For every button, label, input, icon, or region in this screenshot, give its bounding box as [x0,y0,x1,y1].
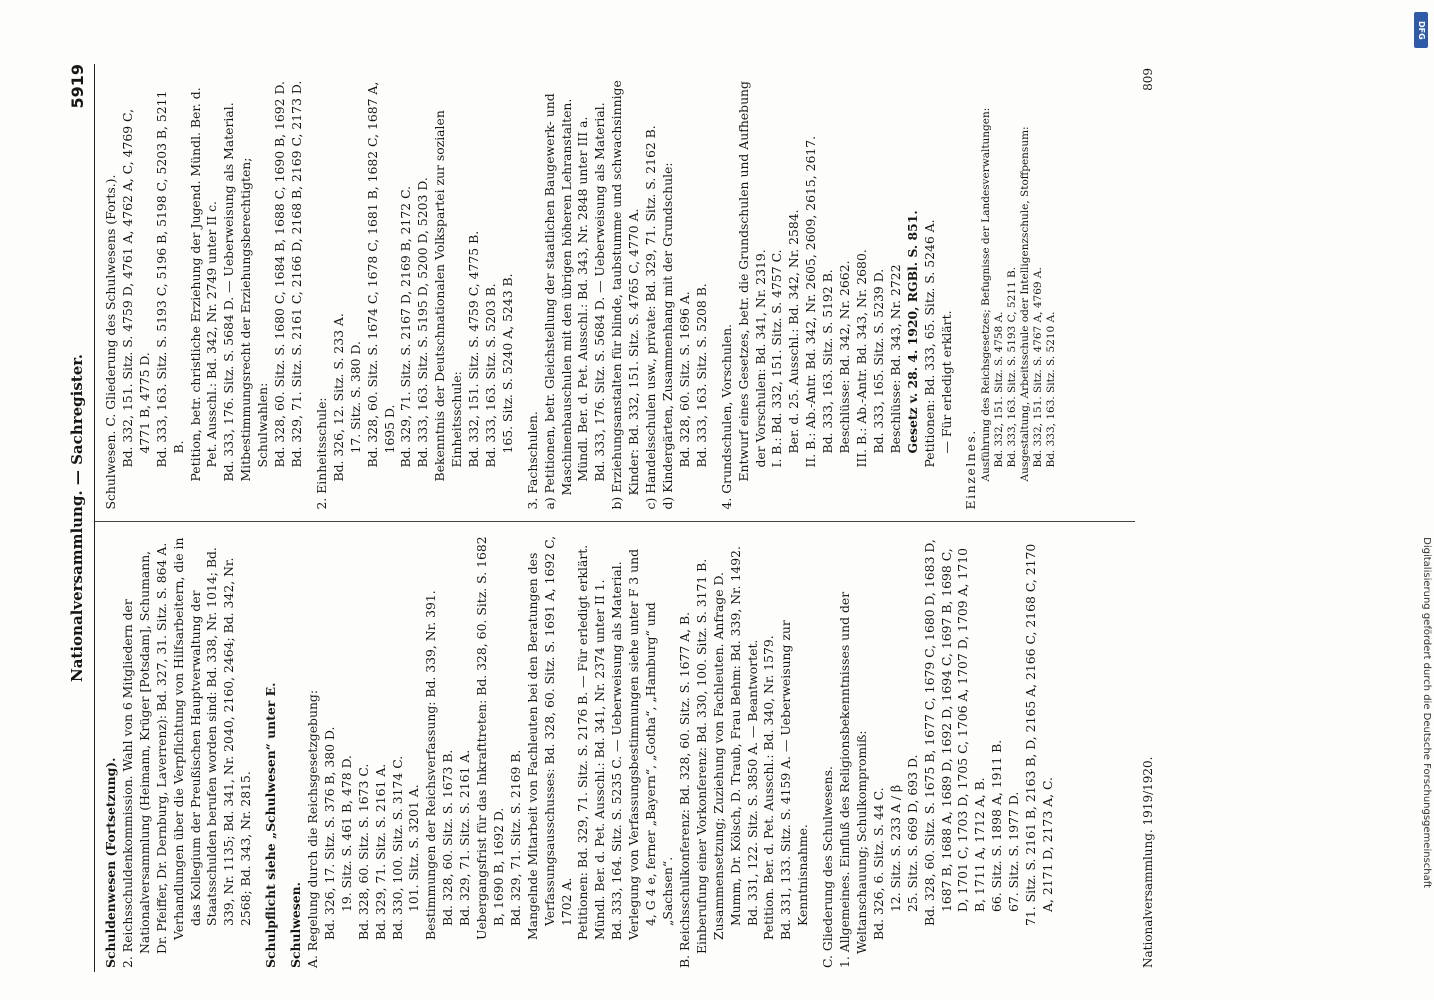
register-line: Ausgestaltung, Arbeitsschule oder Intelligenzschule, Stoffpensum: [1019,126,1032,482]
register-line: Bd. 328, 60. Sitz. S. 1680 C, 1684 B, 1688 C, 1690 B, 1692 D. [272,81,288,468]
footer-code: 809 [1141,68,1155,91]
register-line: Bd. 333, 163. Sitz. S. 5193 C, 5196 B, 5198 C, 5203 B, 5211 B. [153,90,186,468]
register-line: Bd. 333, 164. Sitz. S. 5235 C. — Ueberweisung als Material. [609,561,625,940]
register-line: Bd. 333, 163. Sitz. S. 5193 C, 5211 B. [1006,266,1019,468]
register-line: 2. Einheitsschule: [313,397,329,510]
register-line: Mündl. Ber. d. Pet. Ausschl.: Bd. 343, Nr. 2848 unter III a. [575,116,591,482]
footer-signature: Nationalversammlung. 1919/1920. [1141,756,1155,968]
register-line: 3. Fachschulen. [524,411,540,510]
register-line: Bd. 328, 60. Sitz. S. 1674 C, 1678 C, 1681 B, 1682 C, 1687 A, 1695 D. [364,81,397,468]
register-line: Einzelnes. [963,429,979,510]
register-line: Bd. 333, 165. Sitz. S. 5239 D. [870,268,886,454]
register-line: Bd. 332, 151. Sitz. S. 4758 A. [993,311,1006,468]
register-line: Bd. 333, 163. Sitz. S. 5208 B. [693,283,709,468]
register-line: Bd. 333, 176. Sitz. S. 5684 D. — Ueberweisung als Material. [592,102,608,482]
spacer [812,535,820,969]
register-line: Ausführung des Reichsgesetzes; Befugnisse der Landesverwaltungen: [980,107,993,482]
register-line: Mündl. Ber. d. Pet. Ausschl.: Bd. 341, Nr. 2374 unter II 1. [592,579,608,940]
dfg-logo: DFG [1414,12,1428,48]
register-line: 2. Reichsschuldenkommission. Wahl von 6 Mitgliedern der Nationalversammlung (Heimann, Krüger [Potsdam], Schumann, Dr. Pfeiffer, Dr. Dernburg, Laverrenz): Bd. 327, 31. Sitz. S. 864 A. [119,542,169,968]
page-title: Nationalversammlung. — Sachregister. [68,354,86,683]
register-line: Petitionen: Bd. 333, 65. Sitz. S. 5246 A. [921,219,937,468]
register-line: Bd. 332, 151. Sitz. S. 4759 C, 4775 B. [466,230,482,468]
right-column [95,64,1135,523]
register-line: A. Regelung durch die Reichsgesetzgebung: [304,689,320,968]
register-line: Petition, betr. christliche Erziehung der Jugend. Mündl. Ber. d. Pet. Ausschl.: Bd. 342, Nr. 2749 unter II c. [187,87,220,482]
register-line: Bd. 329, 71. Sitz. S. 2167 D, 2169 B, 2172 C. [398,185,414,468]
spacer [711,76,719,510]
spacer [280,535,288,969]
register-line: Mangelnde Mitarbeit von Fachleuten bei den Beratungen des Verfassungsausschusses: Bd. 328, 60. Sitz. S. 1691 A, 1692 C, 1702 A. [524,535,574,940]
register-line: Mitbestimmungsrecht der Erziehungsberechtigten; Schulwahlen: [238,157,271,482]
register-line: Schulwesen. [288,882,304,968]
digitization-note [1410,8,1432,988]
register-line: Verhandlungen über die Verpflichtung von Hilfsarbeitern, die in das Kollegium der Preußischen Hauptverwaltung der Staatsschulden berufen worden sind: Bd. 338, Nr. 1014; Bd. 339, Nr. 1135; Bd. 341, Nr. 2040, 2160, 2464; Bd. 342, Nr. 2568; Bd. 343, Nr. 2815. [170,537,254,940]
register-line: Uebergangsfrist für das Inkrafttreten: Bd. 328, 60. Sitz. S. 1682 B, 1690 B, 1692 D. [474,536,506,940]
register-line: Petitionen: Bd. 329, 71. Sitz. S. 2176 B. — Für erledigt erklärt. [575,544,591,940]
register-line: a) Petitionen, betr. Gleichstellung der staatlichen Baugewerk- und Maschinenbauschulen mit den übrigen höheren Lehranstalten. [541,93,574,510]
register-line: 4. Grundschulen, Vorschulen. [718,323,734,510]
register-line: Schuldenwesen (Fortsetzung). [103,757,118,968]
register-line: Bd. 326, 17. Sitz. S. 376 B, 380 D. [321,726,337,940]
register-line: 66. Sitz. S. 1898 A, 1911 B. [989,739,1005,912]
register-line: Bd. 332, 151. Sitz. S. 4767 A, 4769 A. [1032,267,1045,468]
digitization-credit: Digitalisierung gefördert durch die Deutsche Forschungsgemeinschaft [1421,537,1432,888]
register-line: 71. Sitz. S. 2161 B, 2163 B, D, 2165 A, 2166 C, 2168 C, 2170 A, 2171 D, 2173 A, C. [1023,543,1055,926]
register-line: Bd. 329, 71. Sitz. S. 2169 B. [507,749,523,926]
rotated-register-page [60,48,1400,988]
spacer [517,76,525,510]
register-line: II. B.: Ab.-Antr. Bd. 342, Nr. 2605, 2609, 2615, 2617. [803,135,819,468]
text-columns [95,64,1135,972]
register-line: Bestimmungen der Reichsverfassung: Bd. 339, Nr. 391. [423,590,439,940]
register-line: Bd. 328, 60. Sitz. S. 1673 C. [355,763,371,940]
register-line: Schulpflicht siehe „Schulwesen“ unter E. [263,682,279,968]
register-line: Bd. 329, 71. Sitz. S. 2161 A. [372,763,388,940]
register-line: 12. Sitz. S. 233 A / β [887,784,903,912]
register-line: Bd. 326, 6. Sitz. S. 44 C. [870,787,886,940]
register-line: 165. Sitz. S. 5240 A, 5243 B. [499,273,515,454]
register-line: Verlegung von Verfassungsbestimmungen siehe unter F 3 und 4, G 4 e, ferner „Bayern“, „Gotha“, „Hamburg“ und „Sachsen“. [626,548,675,940]
register-line: — Für erledigt erklärt. [938,310,954,454]
spacer [255,535,263,969]
register-line: b) Erziehungsanstalten für blinde, taubstumme und schwachsinnige Kinder: Bd. 332, 151. Sitz. S. 4765 C, 4770 A. [609,80,642,510]
register-line: 101. Sitz. S. 3201 A. [406,784,422,912]
register-line: I. B.: Bd. 332, 151. Sitz. S. 4757 C. [769,249,785,468]
register-line: III. B.: Ab.-Antr. Bd. 343, Nr. 2680. [853,249,869,468]
register-line: Bd. 331, 133. Sitz. S. 4159 A. — Ueberweisung zur Kenntnisnahme. [778,620,811,940]
register-line: Schulwesen. C. Gliederung des Schulwesens (Forts.). [103,174,118,510]
page-number: 5919 [68,64,87,109]
register-line: Bd. 328, 60. Sitz. S. 1675 B, 1677 C, 1679 C, 1680 D, 1683 D, 1687 B, 1688 A, 1689 D, 1692 D, 1694 C, 1697 B, 1698 C, D, 1701 C, 1703 D, 1705 C, 1706 A, 1707 D, 1709 A, 1710 B, 1711 A, 1712 A, B. [921,539,988,926]
register-line: Bd. 333, 163. Sitz. S. 5195 D, 5200 D, 5203 D. [415,177,431,468]
register-line: 67. Sitz. S. 1977 D. [1006,791,1022,912]
register-line: Petition. Ber. d. Pet. Ausschl.: Bd. 340, Nr. 1579. [761,635,777,940]
register-line: Bd. 333, 163. Sitz. S. 5203 B. [482,283,498,468]
register-line: 17. Sitz. S. 380 D. [347,341,363,454]
register-line: Bd. 328, 60. Sitz. S. 1673 B. [440,749,456,926]
register-line: Zusammensetzung; Zuziehung von Fachleuten. Anfrage D. Mumm, Dr. Kölsch, D. Traub, Frau Behm: Bd. 339, Nr. 1492. [710,546,743,940]
register-line: 25. Sitz. S. 669 D, 693 D. [904,754,920,912]
register-line: Gesetz v. 28. 4. 1920, RGBl. S. 851. [904,210,920,454]
spacer [306,76,314,510]
register-line: Bd. 329, 71. Sitz. S. 2161 A. [457,749,473,926]
register-line: Bd. 333, 176. Sitz. S. 5684 D. — Ueberweisung als Material. [221,102,237,482]
register-line: Bd. 329, 71. Sitz. S. 2161 C, 2166 D, 2168 B, 2169 C, 2173 D. [288,80,304,468]
register-line: 1. Allgemeines. Einfluß des Religionsbekenntnisses und der Weltanschauung; Schulkompromiß: [837,591,869,968]
register-line: Bd. 326, 12. Sitz. S. 233 A. [330,313,346,482]
register-line: c) Handelsschulen usw., private: Bd. 329, 71. Sitz. S. 2162 B. [643,125,659,510]
register-line: Bd. 330, 100. Sitz. S. 3174 C. [389,755,405,940]
register-line: Beschlüsse: Bd. 342, Nr. 2662. [837,260,853,454]
register-line: Bd. 333, 163. Sitz. S. 5210 A. [1045,311,1058,468]
register-line: 19. Sitz. S. 461 B, 478 D. [338,755,354,912]
register-line: Entwurf eines Gesetzes, betr. die Grundschulen und Aufhebung der Vorschulen: Bd. 341, Nr. 2319. [735,81,768,482]
spacer [955,76,963,510]
register-line: Bekenntnis der Deutschnationalen Volkspartei zur sozialen Einheitsschule: [432,110,465,482]
running-head [64,64,95,972]
register-line: Bd. 333, 163. Sitz. S. 5192 B. [820,269,836,454]
register-line: C. Gliederung des Schulwesens. [820,766,836,968]
register-line: Ber. d. 25. Ausschl.: Bd. 342, Nr. 2584. [786,209,802,454]
register-line: Beschlüsse: Bd. 343, Nr. 2722 [887,264,903,454]
register-line: d) Kindergärten, Zusammenhang mit der Grundschule: [660,162,675,510]
left-column [95,523,1135,973]
register-line: B. Reichsschulkonferenz: Bd. 328, 60. Sitz. S. 1677 A, B. Einberufung einer Vorkonferenz: Bd. 330, 100. Sitz. S. 3171 B. [676,558,709,968]
register-line: Bd. 328, 60. Sitz. S. 1696 A. [676,291,692,468]
register-line: Bd. 332, 151. Sitz. S. 4759 D, 4761 A, 4762 A, C, 4769 C, 4771 B, 4775 D. [119,108,152,468]
register-line: Bd. 331, 122. Sitz. S. 3850 A. — Beantwortet. [744,639,760,926]
